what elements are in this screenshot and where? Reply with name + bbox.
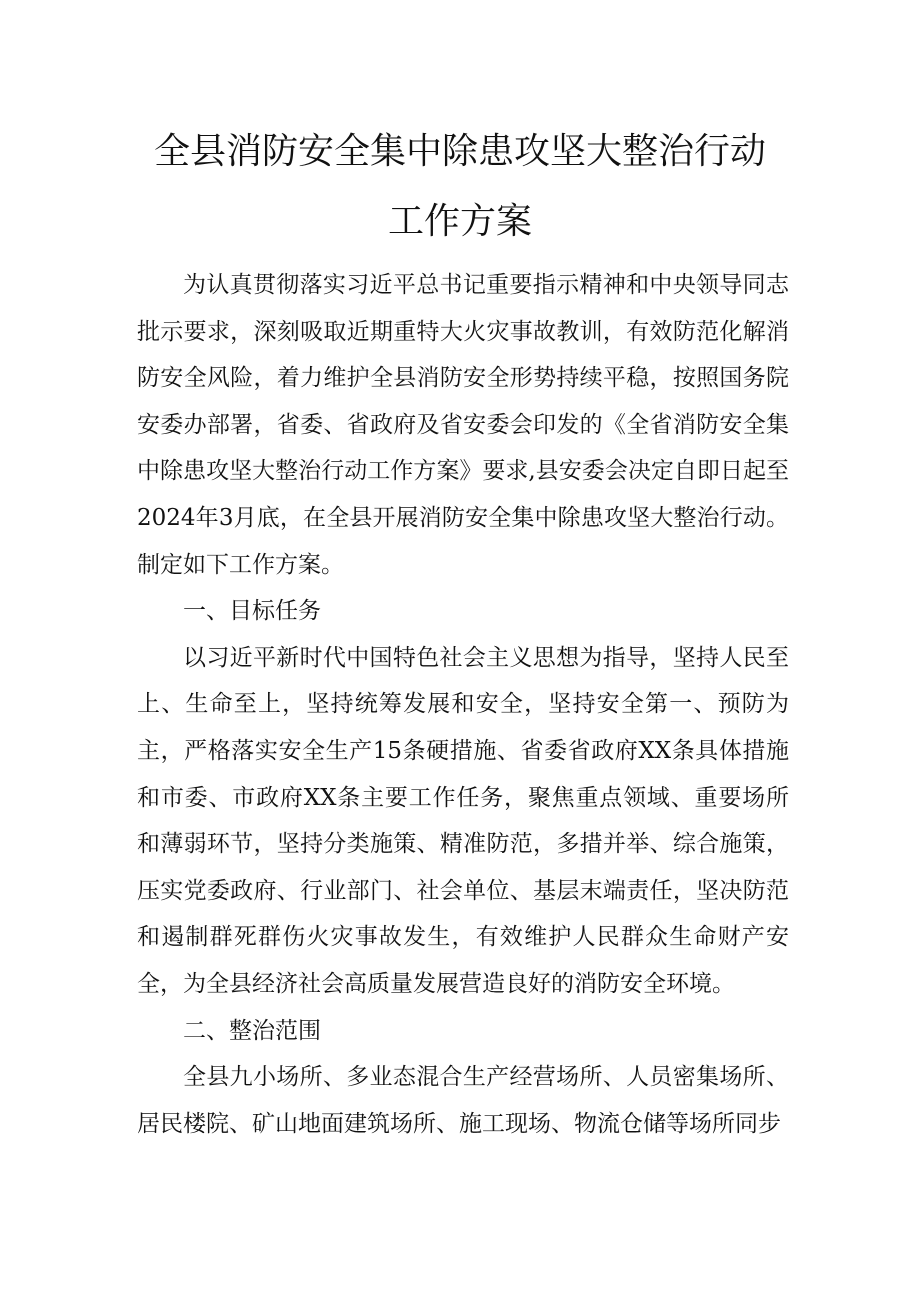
- section-1-paragraph: 以习近平新时代中国特色社会主义思想为指导，坚持人民至上、生命至上，坚持统筹发展和安全，坚持安全第一、预防为主，严格落实安全生产15条硬措施、省委省政府XX条具体措施和市委、市政府XX条主要工作任务，聚焦重点领域、重要场所和薄弱环节，坚持分类施策、精准防范，多措并举、综合施策，压实党委政府、行业部门、社会单位、基层末端责任，坚决防范和遏制群死群伤火灾事故发生，有效维护人民群众生命财产安全，为全县经济社会高质量发展营造良好的消防安全环境。: [137, 644, 789, 997]
- section-2-heading: 二、整治范围: [183, 1017, 321, 1044]
- intro-paragraph: 为认真贯彻落实习近平总书记重要指示精神和中央领导同志批示要求，深刻吸取近期重特大火灾事故教训，有效防范化解消防安全风险，着力维护全县消防安全形势持续平稳，按照国务院安委办部署，省委、省政府及省安委会印发的《全省消防安全集中除患攻坚大整治行动工作方案》要求,县安委会决定自即日起至2024年3月底，在全县开展消防安全集中除患攻坚大整治行动。制定如下工作方案。: [137, 272, 789, 578]
- document-body: [137, 262, 789, 1147]
- document-title-line-1: 全县消防安全集中除患攻坚大整治行动: [153, 131, 766, 172]
- document-title-line-2: 工作方案: [387, 201, 532, 242]
- section-1-heading: 一、目标任务: [183, 598, 321, 625]
- section-2-paragraph: 全县九小场所、多业态混合生产经营场所、人员密集场所、居民楼院、矿山地面建筑场所、施工现场、物流仓储等场所同步: [137, 1064, 789, 1137]
